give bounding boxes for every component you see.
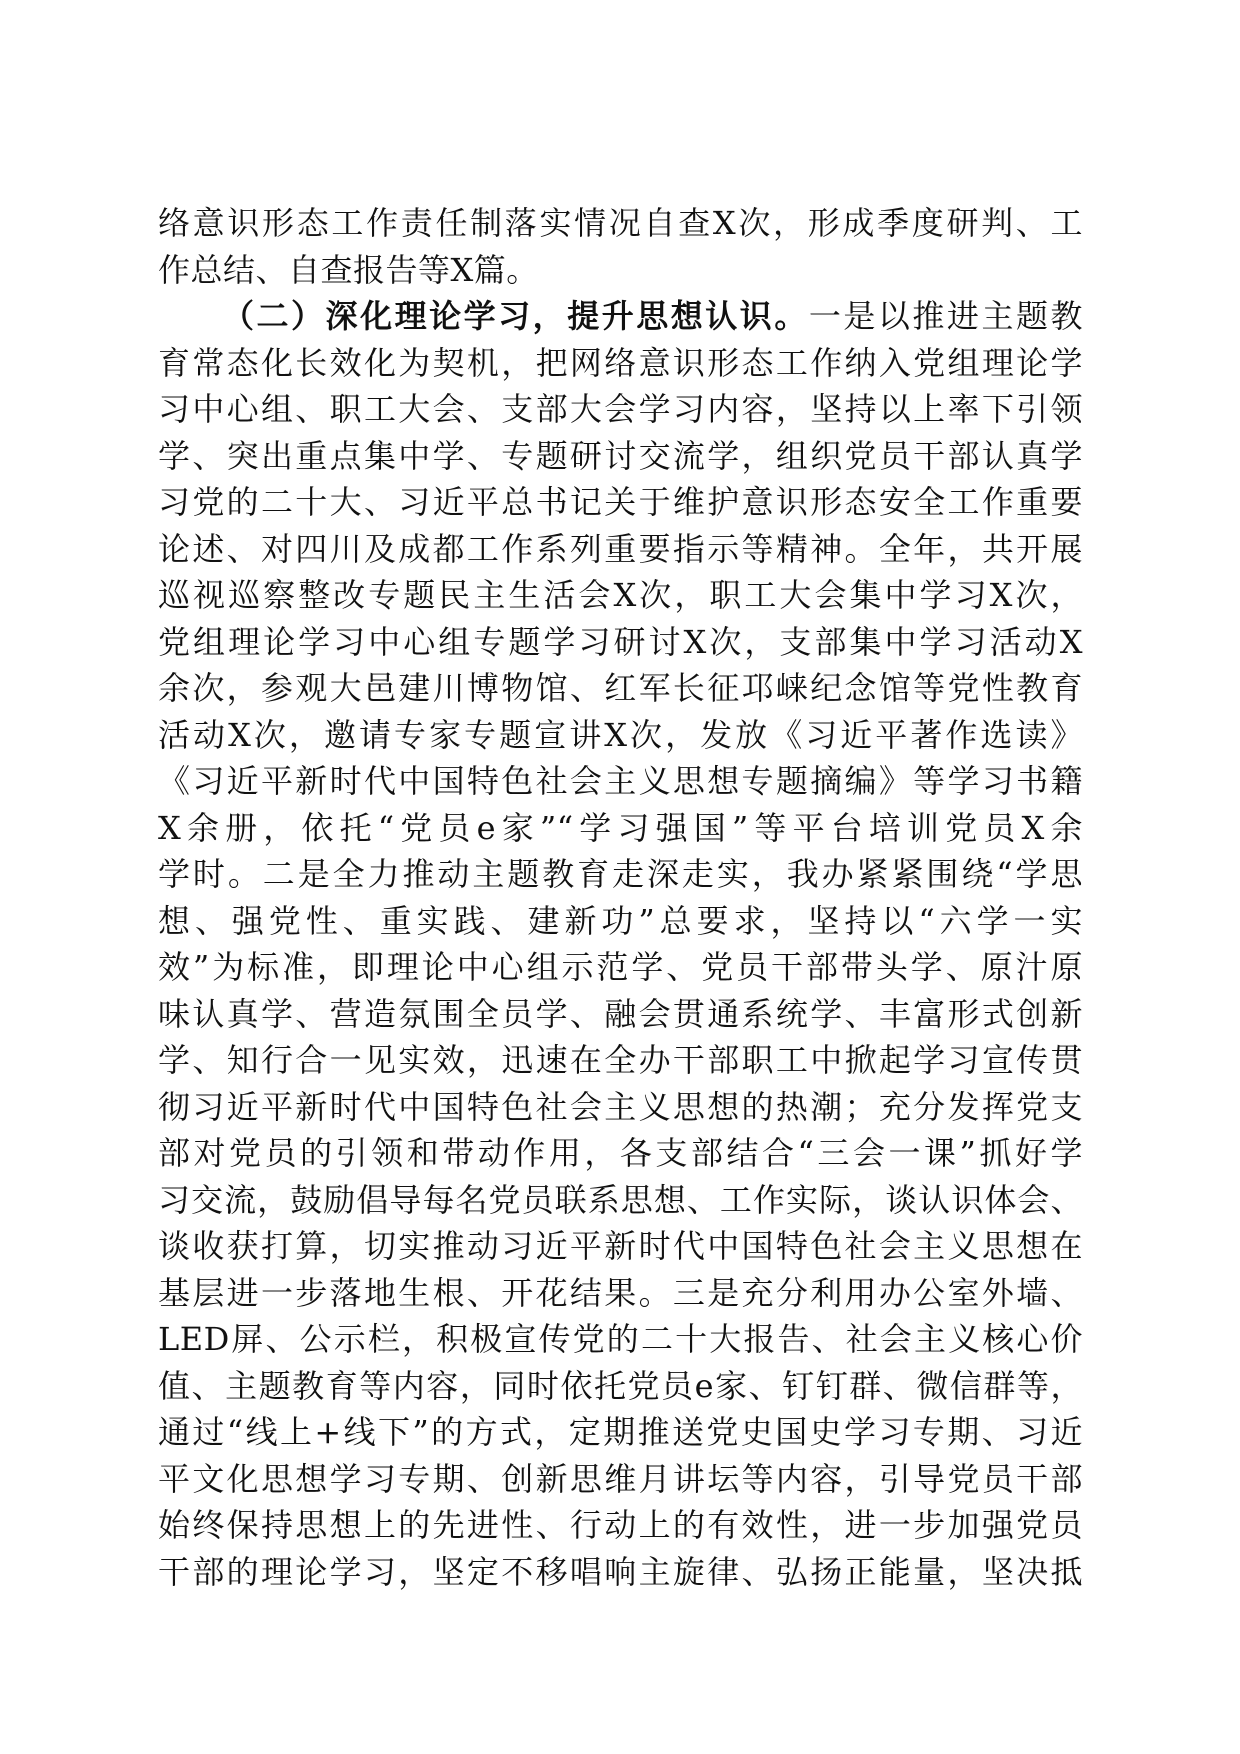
section-heading: （二）深化理论学习，提升思想认识。 <box>222 297 809 335</box>
body-text <box>158 200 1083 1595</box>
text-line-6: 学、突出重点集中学、专题研讨交流学，组织党员干部认真学 <box>158 436 1083 475</box>
text-line-20: 彻习近平新时代中国特色社会主义思想的热潮；充分发挥党支 <box>158 1087 1083 1126</box>
text-line-13: 《习近平新时代中国特色社会主义思想专题摘编》等学习书籍 <box>158 762 1083 800</box>
section-heading-continuation: 一是以推进主题教 <box>808 297 1083 335</box>
text-line-4: 育常态化长效化为契机，把网络意识形态工作纳入党组理论学 <box>158 343 1083 382</box>
text-line-30: 干部的理论学习，坚定不移唱响主旋律、弘扬正能量，坚决抵 <box>158 1552 1083 1591</box>
text-line-12: 活动X次，邀请专家专题宣讲X次，发放《习近平著作选读》 <box>158 715 1083 754</box>
text-line-10: 党组理论学习中心组专题学习研讨X次，支部集中学习活动X <box>158 622 1083 661</box>
text-line-16: 想、强党性、重实践、建新功”总要求，坚持以“六学一实 <box>158 901 1083 940</box>
text-line-5: 习中心组、职工大会、支部大会学习内容，坚持以上率下引领 <box>158 390 1083 428</box>
text-line-14: X余册，依托“党员e家”“学习强国”等平台培训党员X余 <box>158 808 1083 847</box>
text-line-15: 学时。二是全力推动主题教育走深走实，我办紧紧围绕“学思 <box>158 855 1083 893</box>
text-line-28: 平文化思想学习专期、创新思维月讲坛等内容，引导党员干部 <box>158 1459 1083 1498</box>
text-line-25: LED屏、公示栏，积极宣传党的二十大报告、社会主义核心价 <box>158 1320 1083 1358</box>
text-line-7: 习党的二十大、习近平总书记关于维护意识形态安全工作重要 <box>158 483 1083 521</box>
text-line-18: 味认真学、营造氛围全员学、融会贯通系统学、丰富形式创新 <box>158 994 1083 1033</box>
text-line-19: 学、知行合一见实效，迅速在全办干部职工中掀起学习宣传贯 <box>158 1041 1083 1079</box>
text-line-29: 始终保持思想上的先进性、行动上的有效性，进一步加强党员 <box>158 1506 1083 1544</box>
text-line-1: 络意识形态工作责任制落实情况自查X次，形成季度研判、工 <box>158 204 1083 242</box>
text-line-21: 部对党员的引领和带动作用，各支部结合“三会一课”抓好学 <box>158 1134 1083 1172</box>
section-heading-line <box>158 293 1083 340</box>
text-line-23: 谈收获打算，切实推动习近平新时代中国特色社会主义思想在 <box>158 1227 1083 1265</box>
text-line-22: 习交流，鼓励倡导每名党员联系思想、工作实际，谈认识体会、 <box>158 1180 1083 1219</box>
text-line-27: 通过“线上+线下”的方式，定期推送党史国史学习专期、习近 <box>158 1413 1083 1451</box>
text-line-26: 值、主题教育等内容，同时依托党员e家、钉钉群、微信群等， <box>158 1366 1083 1405</box>
text-line-11: 余次，参观大邑建川博物馆、红军长征邛崃纪念馆等党性教育 <box>158 669 1083 707</box>
text-line-2: 作总结、自查报告等X篇。 <box>158 250 539 289</box>
text-line-24: 基层进一步落地生根、开花结果。三是充分利用办公室外墙、 <box>158 1273 1083 1312</box>
text-line-17: 效”为标准，即理论中心组示范学、党员干部带头学、原汁原 <box>158 948 1083 986</box>
text-line-9: 巡视巡察整改专题民主生活会X次，职工大会集中学习X次， <box>158 576 1083 614</box>
text-line-8: 论述、对四川及成都工作系列重要指示等精神。全年，共开展 <box>158 529 1083 568</box>
